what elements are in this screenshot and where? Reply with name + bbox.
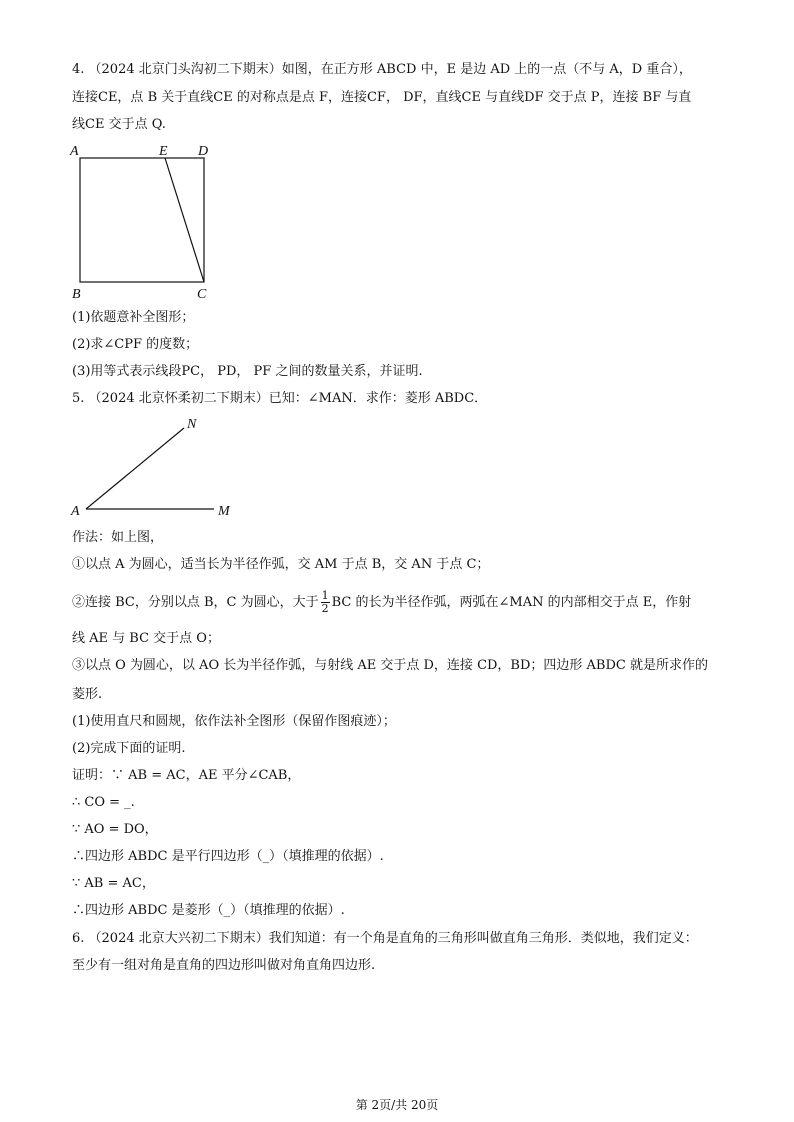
q5-step-2 xyxy=(72,590,691,615)
q5-sub-2: (2)完成下面的证明. xyxy=(72,741,186,756)
q5-step-2-post: BC 的长为半径作弧，两弧在∠MAN 的内部相交于点 E，作射 xyxy=(331,595,692,610)
q5-step-2-pre: ②连接 BC，分别以点 B，C 为圆心，大于 xyxy=(72,595,319,610)
proof-line: 证明：∵ AB = AC，AE 平分∠CAB， xyxy=(72,768,301,783)
proof-line: ∵ AB = AC， xyxy=(72,876,155,891)
q6-text-line-2: 至少有一组对角是直角的四边形叫做对角直角四边形. xyxy=(72,958,376,973)
q5-text-line-1: 5. （2024 北京怀柔初二下期末）已知：∠MAN．求作：菱形 ABDC． xyxy=(72,391,488,406)
q4-sub-1: (1)依题意补全图形； xyxy=(72,310,195,325)
page-footer: 第 2页/共 20页 xyxy=(355,1098,439,1112)
label-a: A xyxy=(71,504,80,519)
q5-step-3-line-2: 菱形. xyxy=(72,687,103,702)
proof-line: ∵ AO = DO， xyxy=(72,822,158,837)
fraction-one-half: $\frac{1}{2}$ xyxy=(321,589,329,615)
segment-ce xyxy=(165,158,204,282)
q4-text-line-3: 线CE 交于点 Q. xyxy=(72,117,166,132)
q4-sub-2: (2)求∠CPF 的度数； xyxy=(72,337,199,352)
q6-text-line-1: 6. （2024 北京大兴初二下期末）我们知道：有一个角是直角的三角形叫做直角三角形．类似地，我们定义： xyxy=(72,931,698,946)
q5-step-2-line-2: 线 AE 与 BC 交于点 O； xyxy=(72,631,220,646)
proof-line: ∴四边形 ABDC 是平行四边形（_）（填推理的依据）. xyxy=(72,849,384,864)
label-m: M xyxy=(218,504,230,519)
q5-method: 作法：如上图， xyxy=(72,530,164,545)
square-abcd-figure xyxy=(66,140,226,300)
q5-step-3-line-1: ③以点 O 为圆心，以 AO 长为半径作弧，与射线 AE 交于点 D，连接 CD，BD；四边形 ABDC 就是所求作的 xyxy=(72,658,708,673)
q4-text-line-2: 连接CE，点 B 关于直线CE 的对称点是点 F，连接CF， DF，直线CE 与直线DF 交于点 P，连接 BF 与直 xyxy=(72,90,692,105)
label-b: B xyxy=(72,287,81,300)
q4-text-line-1: 4. （2024 北京门头沟初二下期末）如图，在正方形 ABCD 中，E 是边 AD 上的一点（不与 A，D 重合）， xyxy=(72,62,692,77)
label-a: A xyxy=(70,144,79,159)
proof-line: ∴ CO = _. xyxy=(72,795,135,810)
q5-sub-1: (1)使用直尺和圆规，依作法补全图形（保留作图痕迹）； xyxy=(72,714,396,729)
square-abcd xyxy=(80,158,204,282)
q4-sub-3: (3)用等式表示线段PC， PD， PF 之间的数量关系，并证明. xyxy=(72,364,423,379)
label-n: N xyxy=(187,417,197,432)
q5-step-1: ①以点 A 为圆心，适当长为半径作弧，交 AM 于点 B，交 AN 于点 C； xyxy=(72,557,490,572)
ray-an xyxy=(86,428,184,509)
label-d: D xyxy=(198,144,209,159)
angle-man-figure xyxy=(66,412,246,522)
label-e: E xyxy=(159,144,168,159)
proof-line: ∴四边形 ABDC 是菱形（_）（填推理的依据）. xyxy=(72,903,345,918)
label-c: C xyxy=(197,287,207,300)
